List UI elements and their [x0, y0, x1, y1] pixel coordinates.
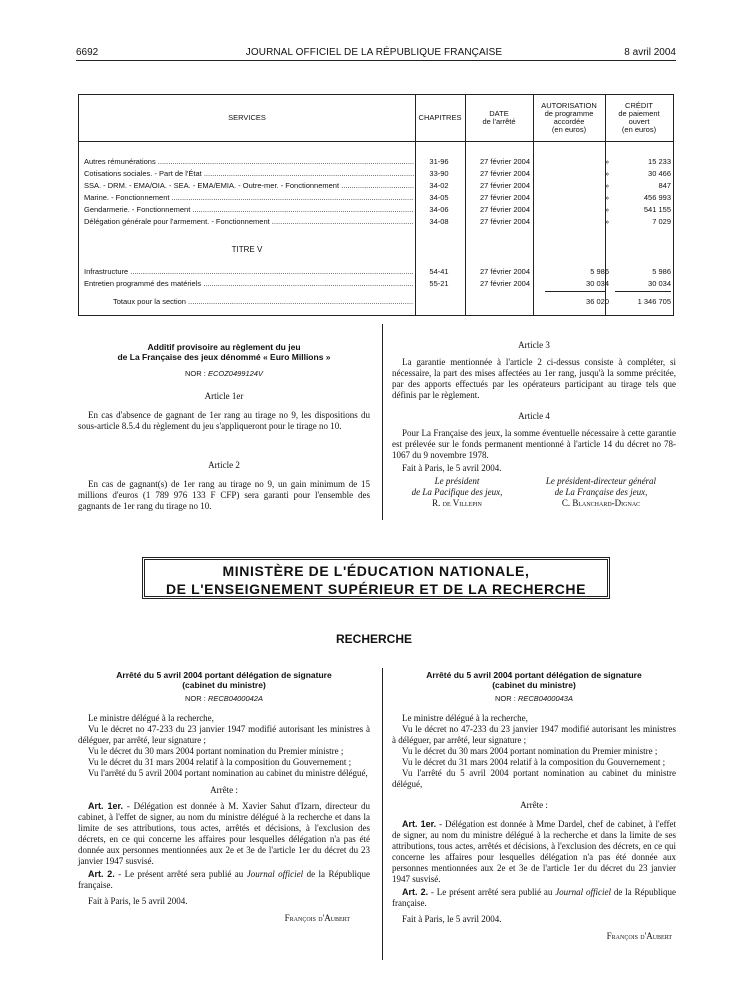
arrete-para: Vu le décret du 30 mars 2004 portant nomination du Premier ministre ;: [88, 746, 344, 756]
arrete-nor: [78, 693, 370, 704]
row-date: 27 février 2004: [479, 169, 531, 178]
row-autorisation: 30 034: [586, 279, 609, 288]
additif-signatures: [392, 476, 676, 509]
article-text: - Délégation est donnée à M. Xavier Sahut d'Izarn, directeur du cabinet, à l'effet de signer, au nom du ministre délégué à la recherche et dans la limite de ses attributions, tous actes, arrêtés et décisions, à l'exclusion des décrets, en ce qui concerne les affaires pour lesquelles délégation n'a pas été donnée aux personnes mentionnées aux 2e et 3e de l'article 1er du décret du 23 janvier 1947 susvisé.: [78, 801, 370, 866]
row-date: 27 février 2004: [479, 205, 531, 214]
additif-art3-text: La garantie mentionnée à l'article 2 ci-dessus consiste à compléter, si nécessaire, la part des mises affectées au 1er rang, jusqu'à la somme précitée, par des apports effectués par les opérateurs participant au tirage tels que définis par le règlement.: [392, 357, 676, 400]
additif-title-line2: de La Française des jeux dénommé « Euro Millions »: [117, 352, 331, 362]
journal-title: JOURNAL OFFICIEL DE LA RÉPUBLIQUE FRANÇAISE: [245, 47, 503, 58]
row-chapitre: 34-05: [429, 193, 449, 202]
article-label: Art. 2.: [402, 887, 429, 897]
arrete-left-column: [78, 670, 370, 924]
row-credit: 456 993: [643, 193, 671, 202]
page-number: 6692: [76, 47, 99, 58]
signatory-name: R. de Villepin: [432, 498, 482, 508]
row-credit: 15 233: [648, 157, 671, 166]
additif-fait: Fait à Paris, le 5 avril 2004.: [402, 463, 502, 473]
row-date: 27 février 2004: [479, 267, 531, 276]
arrete-para: Vu le décret du 30 mars 2004 portant nomination du Premier ministre ;: [402, 746, 658, 756]
nor-code: RECB0400043A: [517, 694, 573, 703]
arrete-para: Le ministre délégué à la recherche,: [88, 713, 214, 723]
row-date: 27 février 2004: [479, 217, 531, 226]
additif-nor: [78, 368, 370, 379]
row-autorisation: »: [604, 169, 609, 178]
row-label: Cotisations sociales. - Part de l'État .....: [84, 169, 414, 178]
article-text: - Délégation est donnée à Mme Dardel, chef de cabinet, à l'effet de signer, au nom du ministre délégué à la recherche et dans la limite de ses attributions, tous actes, arrêtés et décisions, à l'exclusion des décrets, en ce qui concerne les affaires pour lesquelles délégation n'a pas été donnée aux personnes mentionnées aux 2e et 3e de l'article 1er du décret du 23 janvier 1947 susvisé.: [392, 819, 676, 884]
row-label: Entretien programmé des matériels .....: [84, 279, 414, 288]
article-text: Journal officiel: [555, 887, 612, 897]
signatory-role: de La Pacifique des jeux,: [411, 487, 503, 497]
row-credit: 30 466: [648, 169, 671, 178]
table-row: [79, 205, 673, 217]
arrete-fait: Fait à Paris, le 5 avril 2004.: [88, 896, 188, 906]
arrete-art2: [78, 869, 370, 891]
col-header-date: DATE de l'arrêté: [465, 95, 534, 141]
col-header-autorisation: AUTORISATION de programme accordée (en euros): [533, 95, 606, 141]
row-label: Infrastructure .....: [84, 267, 414, 276]
signatory-role: Le président: [434, 476, 480, 486]
arrete-fait: Fait à Paris, le 5 avril 2004.: [402, 914, 502, 924]
titre-v-heading: TITRE V: [231, 245, 263, 254]
header-rule: [76, 60, 676, 61]
row-date: 27 février 2004: [479, 181, 531, 190]
signatory-name: C. Blanchard-Dignac: [561, 498, 641, 508]
additif-art3-title: Article 3: [518, 340, 550, 350]
table-row: [79, 181, 673, 193]
total-autorisation: 36 020: [586, 297, 609, 306]
row-autorisation: »: [604, 217, 609, 226]
ministry-banner: [142, 557, 610, 599]
issue-date: 8 avril 2004: [624, 47, 676, 58]
subtotal-rule: [545, 291, 605, 292]
col-header-chapitres: CHAPITRES: [415, 95, 466, 141]
arrete-art1: [392, 819, 676, 885]
budget-table: [78, 94, 674, 316]
arrete-para: Vu le décret no 47-233 du 23 janvier 1947 modifié autorisant les ministres à déléguer, par arrêté, leur signature ;: [392, 724, 676, 745]
table-row: [79, 157, 673, 169]
nor-label: NOR :: [185, 369, 208, 378]
nor-label: NOR :: [495, 694, 518, 703]
arrete-para: Le ministre délégué à la recherche,: [402, 713, 528, 723]
article-text: de la République française.: [392, 887, 676, 908]
row-autorisation: »: [604, 193, 609, 202]
nor-code: ECOZ0499124V: [207, 369, 263, 378]
column-rule: [382, 668, 383, 960]
article-label: Art. 1er.: [402, 819, 437, 829]
arrete-art1: [78, 801, 370, 867]
article-label: Art. 2.: [88, 869, 115, 879]
table-row: [79, 279, 673, 291]
row-label: SSA. - DRM. - EMA/OIA. - SEA. - EMA/EMIA. - Outre-mer. - Fonctionnement .....: [84, 181, 414, 190]
signatory-role: de La Française des jeux,: [554, 487, 648, 497]
arrete-para: Vu l'arrêté du 5 avril 2004 portant nomination au cabinet du ministre délégué,: [88, 768, 368, 778]
header-divider: [79, 141, 673, 142]
additif-left-column: [78, 342, 370, 512]
row-chapitre: 33-90: [429, 169, 449, 178]
row-credit: 5 986: [652, 267, 671, 276]
article-text: - Le présent arrêté sera publié au: [114, 869, 247, 879]
col-header-credit: CRÉDIT de paiement ouvert (en euros): [618, 101, 660, 134]
table-row: [79, 169, 673, 181]
arrete-heading: Arrête :: [520, 800, 548, 810]
article-label: Art. 1er.: [88, 801, 124, 811]
row-credit: 847: [658, 181, 671, 190]
table-row: [79, 193, 673, 205]
subtotal-rule: [615, 291, 671, 292]
row-label: Marine. - Fonctionnement .....: [84, 193, 414, 202]
arrete-art2: [392, 887, 676, 909]
row-chapitre: 34-08: [429, 217, 449, 226]
row-date: 27 février 2004: [479, 279, 531, 288]
additif-right-column: [392, 340, 676, 509]
row-chapitre: 55-21: [429, 279, 449, 288]
arrete-title-line1: Arrêté du 5 avril 2004 portant délégation de signature: [116, 670, 332, 680]
table-row: [79, 217, 673, 229]
arrete-nor: [392, 693, 676, 704]
column-rule: [382, 324, 383, 520]
nor-code: RECB0400042A: [207, 694, 263, 703]
total-credit: 1 346 705: [637, 297, 671, 306]
row-autorisation: »: [604, 181, 609, 190]
additif-art1-text: En cas d'absence de gagnant de 1er rang au tirage no 9, les dispositions du sous-article 8.5.4 du règlement du jeu s'appliqueront pour le tirage no 10.: [78, 410, 370, 431]
row-chapitre: 34-06: [429, 205, 449, 214]
ministry-line2: DE L'ENSEIGNEMENT SUPÉRIEUR ET DE LA RECHERCHE: [165, 581, 587, 597]
arrete-para: Vu le décret no 47-233 du 23 janvier 1947 modifié autorisant les ministres à déléguer, par arrêté, leur signature ;: [78, 724, 370, 745]
additif-art4-text: Pour La Française des jeux, la somme éventuelle nécessaire à cette garantie est prélevée sur le fonds permanent mentionné à l'article 14 du décret no 78-1067 du 9 novembre 1978.: [392, 428, 676, 460]
row-label: Délégation générale pour l'armement. - Fonctionnement .....: [84, 217, 414, 226]
arrete-para: Vu le décret du 31 mars 2004 relatif à la composition du Gouvernement ;: [402, 757, 666, 767]
row-credit: 541 155: [643, 205, 671, 214]
section-title: RECHERCHE: [335, 632, 412, 646]
table-total-row: [79, 297, 673, 309]
additif-art2-text: En cas de gagnant(s) de 1er rang au tirage no 9, un gain minimum de 15 millions d'euros (1 789 976 133 F CFP) sera garanti pour l'ensemble des gagnants de 1er rang du tirage no 10.: [78, 479, 370, 511]
row-autorisation: 5 986: [590, 267, 609, 276]
additif-title-line1: Additif provisoire au règlement du jeu: [147, 342, 301, 352]
row-label: Gendarmerie. - Fonctionnement .....: [84, 205, 414, 214]
row-chapitre: 31-96: [429, 157, 449, 166]
arrete-heading: Arrête :: [210, 785, 238, 795]
arrete-title-line1: Arrêté du 5 avril 2004 portant délégation de signature: [426, 670, 642, 680]
row-autorisation: »: [604, 205, 609, 214]
signatory-role: Le président-directeur général: [545, 476, 657, 486]
arrete-signature: François d'Aubert: [284, 913, 350, 923]
row-label: Autres rémunérations .....: [84, 157, 414, 166]
arrete-signature: François d'Aubert: [606, 931, 672, 941]
signature-block: [392, 476, 522, 509]
ministry-line1: MINISTÈRE DE L'ÉDUCATION NATIONALE,: [222, 563, 530, 579]
total-label: Totaux pour la section .....: [113, 297, 413, 306]
row-chapitre: 34-02: [429, 181, 449, 190]
table-row: [79, 267, 673, 279]
row-chapitre: 54-41: [429, 267, 449, 276]
additif-art1-title: Article 1er: [204, 391, 244, 401]
arrete-para: Vu l'arrêté du 5 avril 2004 portant nomination au cabinet du ministre délégué,: [392, 768, 676, 789]
additif-art4-title: Article 4: [518, 411, 550, 421]
row-credit: 7 029: [652, 217, 671, 226]
col-header-services: SERVICES: [79, 95, 416, 141]
additif-art2-title: Article 2: [208, 460, 240, 470]
row-credit: 30 034: [648, 279, 671, 288]
arrete-right-column: [392, 670, 676, 942]
arrete-para: Vu le décret du 31 mars 2004 relatif à la composition du Gouvernement ;: [88, 757, 352, 767]
arrete-title-line2: (cabinet du ministre): [182, 680, 266, 690]
article-text: - Le présent arrêté sera publié au: [428, 887, 556, 897]
article-text: Journal officiel: [246, 869, 304, 879]
signature-block: [526, 476, 676, 509]
article-text: de la République française.: [78, 869, 370, 890]
row-autorisation: »: [604, 157, 609, 166]
arrete-title-line2: (cabinet du ministre): [492, 680, 576, 690]
row-date: 27 février 2004: [479, 193, 531, 202]
row-date: 27 février 2004: [479, 157, 531, 166]
nor-label: NOR :: [185, 694, 208, 703]
